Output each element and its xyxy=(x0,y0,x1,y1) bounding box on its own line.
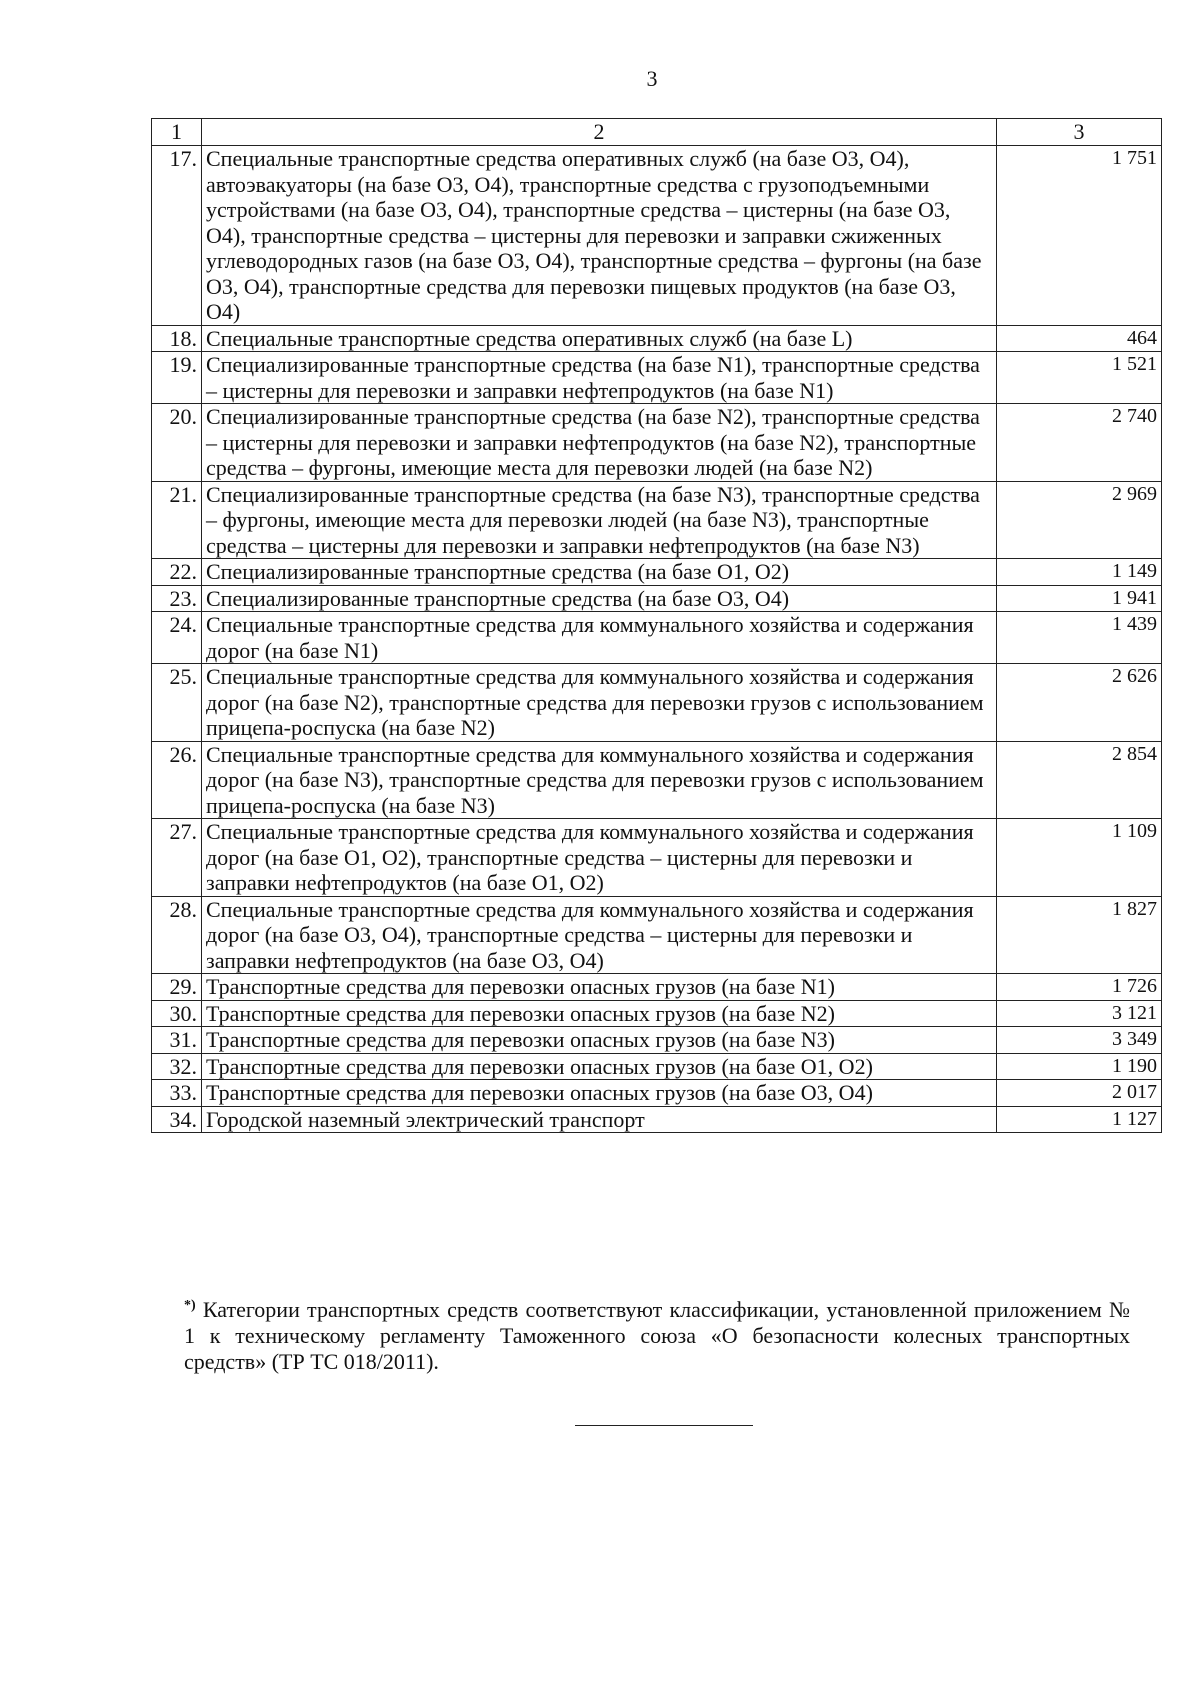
row-description: Специализированные транспортные средства (на базе О1, О2) xyxy=(202,559,997,586)
row-description: Городской наземный электрический транспорт xyxy=(202,1106,997,1133)
row-number: 18. xyxy=(152,325,202,352)
row-description: Специализированные транспортные средства (на базе N1), транспортные средства – цистерны для перевозки и заправки нефтепродуктов (на базе N1) xyxy=(202,352,997,404)
row-description: Специальные транспортные средства для коммунального хозяйства и содержания дорог (на базе О3, О4), транспортные средства – цистерны для перевозки и заправки нефтепродуктов (на базе О3, О4) xyxy=(202,896,997,974)
table-row xyxy=(152,819,1162,897)
row-value: 1 149 xyxy=(997,559,1162,586)
table-row xyxy=(152,404,1162,482)
row-description: Транспортные средства для перевозки опасных грузов (на базе N1) xyxy=(202,974,997,1001)
table-row xyxy=(152,1106,1162,1133)
row-description: Специальные транспортные средства оперативных служб (на базе L) xyxy=(202,325,997,352)
table-body xyxy=(152,146,1162,1133)
row-value: 3 121 xyxy=(997,1000,1162,1027)
table-row xyxy=(152,1000,1162,1027)
row-value: 2 740 xyxy=(997,404,1162,482)
row-description: Транспортные средства для перевозки опасных грузов (на базе N2) xyxy=(202,1000,997,1027)
table-row xyxy=(152,146,1162,326)
row-description: Транспортные средства для перевозки опасных грузов (на базе N3) xyxy=(202,1027,997,1054)
row-value: 1 941 xyxy=(997,585,1162,612)
column-header-1: 1 xyxy=(152,119,202,146)
vehicle-category-table xyxy=(151,118,1162,1133)
column-header-2: 2 xyxy=(202,119,997,146)
row-value: 2 626 xyxy=(997,664,1162,742)
row-value: 3 349 xyxy=(997,1027,1162,1054)
row-description: Специальные транспортные средства для коммунального хозяйства и содержания дорог (на базе О1, О2), транспортные средства – цистерны для перевозки и заправки нефтепродуктов (на базе О1, О2) xyxy=(202,819,997,897)
row-value: 2 969 xyxy=(997,481,1162,559)
table-row xyxy=(152,585,1162,612)
row-value: 1 751 xyxy=(997,146,1162,326)
column-header-3: 3 xyxy=(997,119,1162,146)
table-row xyxy=(152,664,1162,742)
row-number: 17. xyxy=(152,146,202,326)
row-description: Специальные транспортные средства для коммунального хозяйства и содержания дорог (на базе N1) xyxy=(202,612,997,664)
row-description: Специальные транспортные средства для коммунального хозяйства и содержания дорог (на базе N3), транспортные средства для перевозки грузов с использованием прицепа-роспуска (на базе N3) xyxy=(202,741,997,819)
row-value: 1 439 xyxy=(997,612,1162,664)
row-value: 2 854 xyxy=(997,741,1162,819)
row-value: 464 xyxy=(997,325,1162,352)
table-row xyxy=(152,1027,1162,1054)
row-number: 21. xyxy=(152,481,202,559)
row-value: 1 521 xyxy=(997,352,1162,404)
row-value: 1 726 xyxy=(997,974,1162,1001)
table-header-row xyxy=(152,119,1162,146)
table-row xyxy=(152,741,1162,819)
row-number: 27. xyxy=(152,819,202,897)
row-number: 34. xyxy=(152,1106,202,1133)
table-row xyxy=(152,1080,1162,1107)
table-row xyxy=(152,325,1162,352)
row-description: Специализированные транспортные средства (на базе N2), транспортные средства – цистерны для перевозки и заправки нефтепродуктов (на базе N2), транспортные средства – фургоны, имеющие места для перевозки людей (на базе N2) xyxy=(202,404,997,482)
row-number: 28. xyxy=(152,896,202,974)
table-row xyxy=(152,352,1162,404)
row-number: 30. xyxy=(152,1000,202,1027)
row-number: 29. xyxy=(152,974,202,1001)
table-row xyxy=(152,896,1162,974)
row-value: 1 127 xyxy=(997,1106,1162,1133)
row-number: 20. xyxy=(152,404,202,482)
footnote-text: Категории транспортных средств соответствуют классификации, установленной приложением № 1 к техническому регламенту Таможенного союза «О безопасности колесных транспортных средств» (ТР ТС 018/2011). xyxy=(184,1297,1130,1374)
row-value: 1 827 xyxy=(997,896,1162,974)
row-number: 33. xyxy=(152,1080,202,1107)
table-row xyxy=(152,1053,1162,1080)
table-row xyxy=(152,481,1162,559)
row-number: 32. xyxy=(152,1053,202,1080)
table-row xyxy=(152,974,1162,1001)
row-description: Специализированные транспортные средства (на базе О3, О4) xyxy=(202,585,997,612)
row-value: 1 190 xyxy=(997,1053,1162,1080)
closing-rule xyxy=(575,1425,753,1426)
row-description: Специальные транспортные средства оперативных служб (на базе О3, О4), автоэвакуаторы (на базе О3, О4), транспортные средства с грузоподъемными устройствами (на базе О3, О4), транспортные средства – цистерны (на базе О3, О4), транспортные средства – цистерны для перевозки и заправки сжиженных углеводородных газов (на базе О3, О4), транспортные средства – фургоны (на базе О3, О4), транспортные средства для перевозки пищевых продуктов (на базе О3, О4) xyxy=(202,146,997,326)
row-number: 31. xyxy=(152,1027,202,1054)
row-number: 19. xyxy=(152,352,202,404)
row-number: 25. xyxy=(152,664,202,742)
table-row xyxy=(152,612,1162,664)
row-description: Транспортные средства для перевозки опасных грузов (на базе О1, О2) xyxy=(202,1053,997,1080)
footnote-marker: *) xyxy=(184,1298,196,1313)
row-number: 23. xyxy=(152,585,202,612)
page-number: 3 xyxy=(646,66,658,91)
table-header xyxy=(152,119,1162,146)
row-number: 22. xyxy=(152,559,202,586)
footnote xyxy=(184,1293,1130,1375)
row-description: Транспортные средства для перевозки опасных грузов (на базе О3, О4) xyxy=(202,1080,997,1107)
row-value: 2 017 xyxy=(997,1080,1162,1107)
row-description: Специализированные транспортные средства (на базе N3), транспортные средства – фургоны, имеющие места для перевозки людей (на базе N3), транспортные средства – цистерны для перевозки и заправки нефтепродуктов (на базе N3) xyxy=(202,481,997,559)
table-row xyxy=(152,559,1162,586)
row-value: 1 109 xyxy=(997,819,1162,897)
row-description: Специальные транспортные средства для коммунального хозяйства и содержания дорог (на базе N2), транспортные средства для перевозки грузов с использованием прицепа-роспуска (на базе N2) xyxy=(202,664,997,742)
row-number: 26. xyxy=(152,741,202,819)
row-number: 24. xyxy=(152,612,202,664)
